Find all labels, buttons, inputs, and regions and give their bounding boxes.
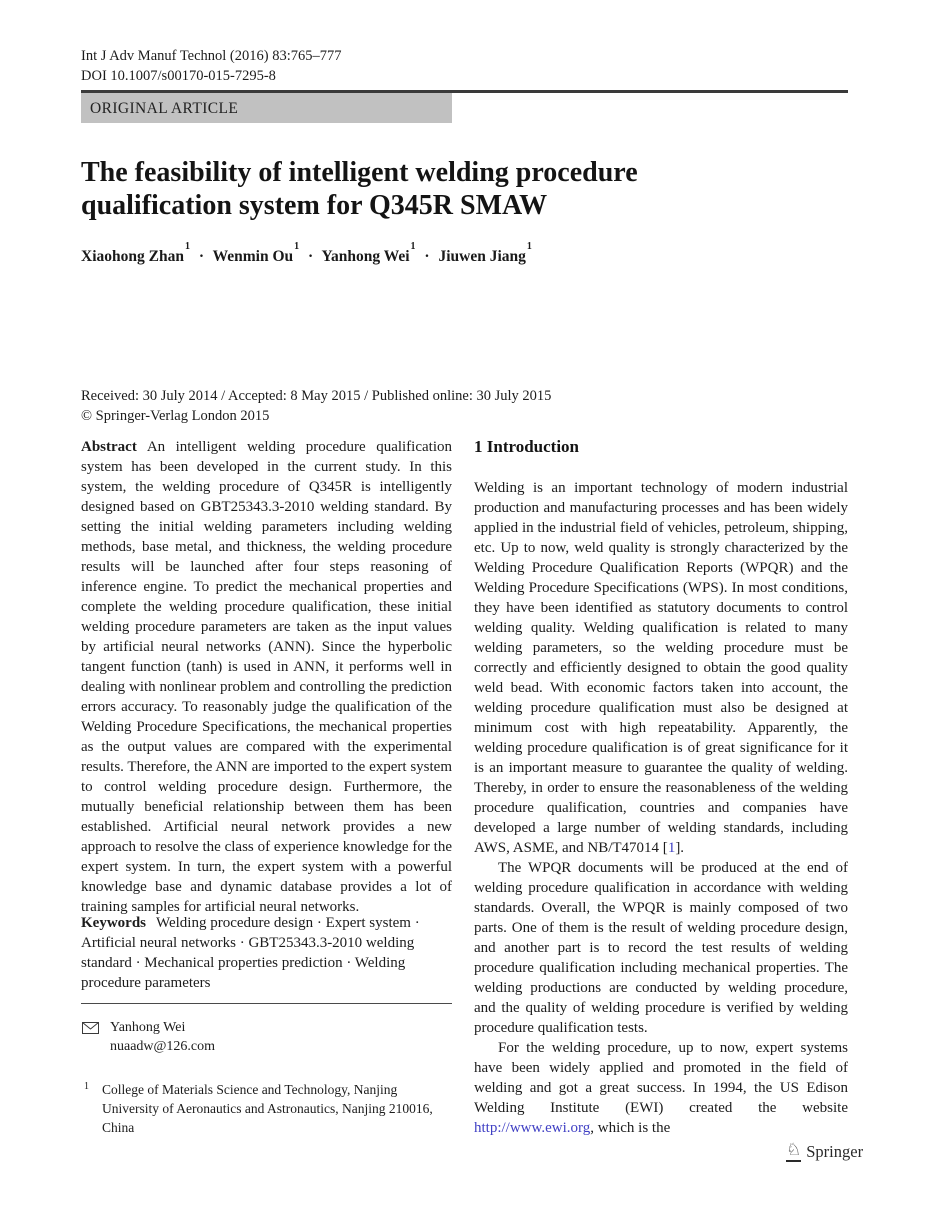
citation-ref-1[interactable]: 1 <box>667 840 676 856</box>
author-name: Xiaohong Zhan <box>81 248 184 266</box>
author-affiliation-sup: 1 <box>294 241 300 252</box>
journal-header <box>81 46 342 86</box>
introduction-body <box>474 478 848 1138</box>
ewi-website-link[interactable]: http://www.ewi.org <box>474 1120 591 1136</box>
keywords-label: Keywords <box>81 915 146 931</box>
author-separator: · <box>308 248 314 266</box>
author-affiliation-sup: 1 <box>410 241 416 252</box>
page-title: The feasibility of intelligent welding procedure qualification system for Q345R SMAW <box>81 157 638 221</box>
intro-paragraph-1: Welding is an important technology of modern industrial production and manufacturing processes and has been widely applied in the industrial field of vehicles, petroleum, shipping, etc. Up to now, weld quality is strongly characterized by the Welding Procedure Qualification Reports (WPQR) and the Welding Procedure Specifications (WPS). In most conditions, they have been identified as statutory documents to control welding quality. Welding qualification is related to many welding parameters, so the welding procedure must be correctly and efficiently designed to obtain the good quality weld bead. With economic factors taken into account, the welding procedure qualification must also be designed at minimum cost with high repeatability. Apparently, the welding procedure qualification is of great significance for it is an important measure to guarantee the quality of welding. Thereby, in order to ensure the reasonableness of the welding procedure qualification, countries and companies have developed a large number of welding standards, including AWS, ASME, and NB/T47014 [1]. <box>474 480 848 856</box>
keywords-text: Welding procedure design · Expert system · Artificial neural networks · GBT25343.3-2010 welding standard · Mechanical properties prediction · Welding procedure parameters <box>81 915 420 991</box>
email-icon <box>82 1018 99 1056</box>
springer-logo <box>786 1142 863 1162</box>
springer-knight-icon: ♘ <box>786 1140 802 1160</box>
corresponding-author-name: Yanhong Wei <box>110 1020 186 1035</box>
author-separator: · <box>424 248 430 266</box>
author-name: Wenmin Ou <box>212 248 294 266</box>
authors-line <box>81 241 532 266</box>
left-column <box>81 437 452 917</box>
author-affiliation-sup: 1 <box>184 241 190 252</box>
springer-wordmark: Springer <box>806 1142 864 1161</box>
author-name: Yanhong Wei <box>321 248 410 266</box>
abstract-text: An intelligent welding procedure qualification system has been developed in the current study. In this system, the welding procedure of Q345R is intelligently designed based on GBT25343.3-2010 welding standard. By setting the initial welding parameters including welding methods, base metal, and thickness, the welding procedure results will be launched after four steps reasoning of inference engine. To predict the mechanical properties and complete the welding procedure qualification, these initial welding procedure parameters are taken as the input values by artificial neural networks (ANN). Since the hyperbolic tangent function (tanh) is used in ANN, it performs well in dealing with nonlinear problem and controlling the prediction errors accuracy. To reasonably judge the qualification of the Welding Procedure Specifications, the mechanical properties as the output values are compared with the experimental results. Therefore, the ANN are imported to the expert system to control welding procedure design. Furthermore, the mutually beneficial relationship between them has been established. Artificial neural network provides a new approach to resolve the class of experience knowledge for the expert system. In turn, the expert system with a powerful knowledge base and dynamic database provides a lot of training samples for artificial neural networks. <box>81 439 452 915</box>
author-name: Jiuwen Jiang <box>438 248 526 266</box>
intro-paragraph-2: The WPQR documents will be produced at the end of welding procedure qualification in accordance with welding standards. Overall, the WPQR is mainly composed of two parts. One of them is the result of welding procedure design, and another part is to record the test results of welding procedure qualification including mechanical properties. The welding productions are conducted by welding procedure, and the quality of welding procedure is verified by welding procedure qualification tests. <box>474 860 848 1036</box>
received-accepted-line: Received: 30 July 2014 / Accepted: 8 May 2015 / Published online: 30 July 2015 <box>81 388 552 404</box>
abstract-label: Abstract <box>81 439 137 455</box>
article-type-banner: ORIGINAL ARTICLE <box>81 93 452 123</box>
author-separator: · <box>198 248 204 266</box>
section-heading-introduction: 1 Introduction <box>474 437 580 456</box>
journal-ref: Int J Adv Manuf Technol (2016) 83:765–777 <box>81 48 342 64</box>
correspondence-block <box>82 1018 215 1056</box>
affiliation-marker: 1 <box>84 1081 89 1092</box>
copyright-line: © Springer-Verlag London 2015 <box>81 408 270 424</box>
right-column <box>474 437 848 1138</box>
publication-history <box>81 386 551 426</box>
doi: DOI 10.1007/s00170-015-7295-8 <box>81 68 276 84</box>
corresponding-author-email: nuaadw@126.com <box>110 1039 216 1054</box>
abstract <box>81 437 452 917</box>
affiliation-footnote <box>81 1080 452 1137</box>
intro-paragraph-3: For the welding procedure, up to now, expert systems have been widely applied and promoted in the field of welding and got a great success. In 1994, the US Edison Welding Institute (EWI) created the website http://www.ewi.org, which is the <box>474 1040 848 1136</box>
keywords-block <box>81 913 452 993</box>
author-affiliation-sup: 1 <box>526 241 532 252</box>
footnote-divider <box>81 1003 452 1004</box>
affiliation-text: College of Materials Science and Technology, Nanjing University of Aeronautics and Astronautics, Nanjing 210016, China <box>102 1082 433 1135</box>
